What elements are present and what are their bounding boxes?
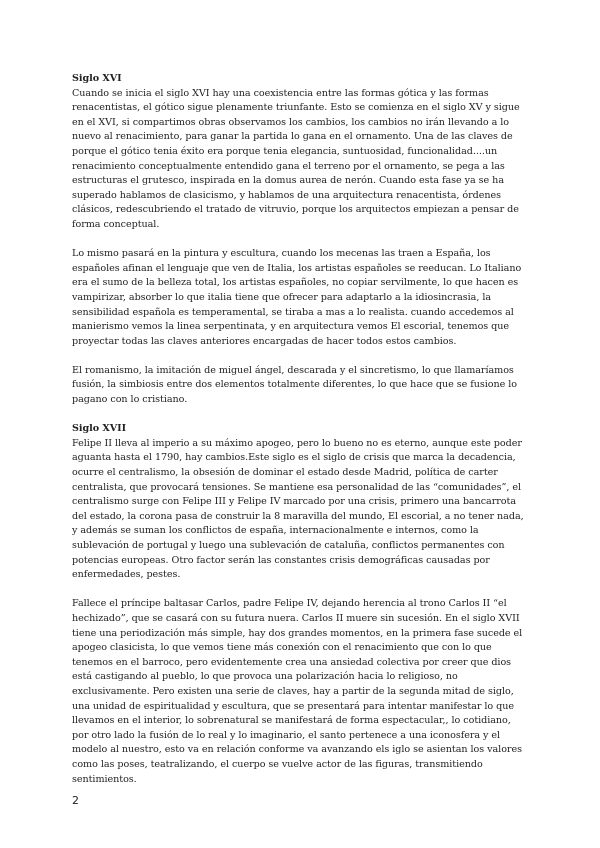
paragraph: Cuando se inicia el siglo XVI hay una coexistencia entre las formas gótica y las formas renacentistas, el gótico sigue plenamente triunfante. Esto se comienza en el siglo XV y sigue en el XVI, si compartimos obras observamos los cambios, los cambios no irán llevando a lo nuevo al renacimiento, para ganar la partida lo gana en el ornamento. Una de las claves de porque el gótico tenia éxito era porque tenia elegancia, suntuosidad, funcionalidad....un renacimiento conceptualmente entendido gana el terreno por el ornamento, se pega a las estructuras el grutesco, inspirada en la domus aurea de nerón. Cuando esta fase ya se ha superado hablamos de clasicismo, y hablamos de una arquitectura renacentista, órdenes clásicos, redescubriendo el tratado de vitruvio, porque los arquitectos empiezan a pensar de forma conceptual.	[72, 87, 520, 230]
paragraph: Felipe II lleva al imperio a su máximo apogeo, pero lo bueno no es eterno, aunque este poder aguanta hasta el 1790, hay cambios.Este siglo es el siglo de crisis que marca la decadencia, ocurre el centralismo, la obsesión de dominar el estado desde Madrid, política de carter centralista, que provocará tensiones. Se mantiene esa personalidad de las “comunidades”, el centralismo surge con Felipe III y Felipe IV marcado por una crisis, primero una bancarrota del estado, la corona pasa de construir la 8 maravilla del mundo, El escorial, a no tener nada, y además se suman los conflictos de españa, internacionalmente e internos, como la sublevación de portugal y luego una sublevación de cataluña, conflictos permanentes con potencias europeas. Otro factor serán las constantes crisis demográficas causadas por enfermedades, pestes.	[72, 437, 524, 581]
document-page	[72, 72, 528, 802]
page-number: 2	[72, 794, 79, 807]
section-heading: Siglo XVI	[72, 73, 122, 84]
paragraph: El romanismo, la imitación de miguel ángel, descarada y el sincretismo, lo que llamaríamos fusión, la simbiosis entre dos elementos totalmente diferentes, lo que hace que se fusione lo pagano con lo cristiano.	[72, 364, 518, 406]
section-siglo-xvi	[72, 72, 528, 408]
paragraph: Lo mismo pasará en la pintura y escultura, cuando los mecenas las traen a España, los españoles afinan el lenguaje que ven de Italia, los artistas españoles se reeducan. Lo Italiano era el sumo de la belleza total, los artistas españoles, no copiar servilmente, lo que hacen es vampirizar, absorber lo que italia tiene que ofrecer para adaptarlo a la idiosincrasia, la sensibilidad española es temperamental, se tiraba a mas a lo realista. cuando accedemos al manierismo vemos la linea serpentinata, y en arquitectura vemos El escorial, tenemos que proyectar todas las claves anteriores encargadas de hacer todos estos cambios.	[72, 248, 522, 347]
section-heading: Siglo XVII	[72, 423, 127, 435]
section-siglo-xvii	[72, 422, 528, 787]
paragraph: Fallece el príncipe baltasar Carlos, padre Felipe IV, dejando herencia al trono Carlos II “el hechizado”, que se casará con su futura nuera. Carlos II muere sin sucesión. En el siglo XVII tiene una periodización más simple, hay dos grandes momentos, en la primera fase sucede el apogeo clasicista, lo que vemos tiene más conexión con el renacimiento que con lo que tenemos en el barroco, pero evidentemente crea una ansiedad colectiva por creer que dios está castigando al pueblo, lo que provoca una polarización hacia lo religioso, no exclusivamente. Pero existen una serie de claves, hay a partir de la segunda mitad de siglo, una unidad de espiritualidad y escultura, que se presentará para intentar manifestar lo que llevamos en el interior, lo sobrenatural se manifestará de forma espectacular,, lo cotidiano, por otro lado la fusión de lo real y lo imaginario, el santo pertenece a una iconosfera y el modelo al nuestro, esto va en relación conforme va avanzando els iglo se asientan los valores como las poses, teatralizando, el cuerpo se vuelve actor de las figuras, transmitiendo sentimientos.	[72, 598, 523, 785]
